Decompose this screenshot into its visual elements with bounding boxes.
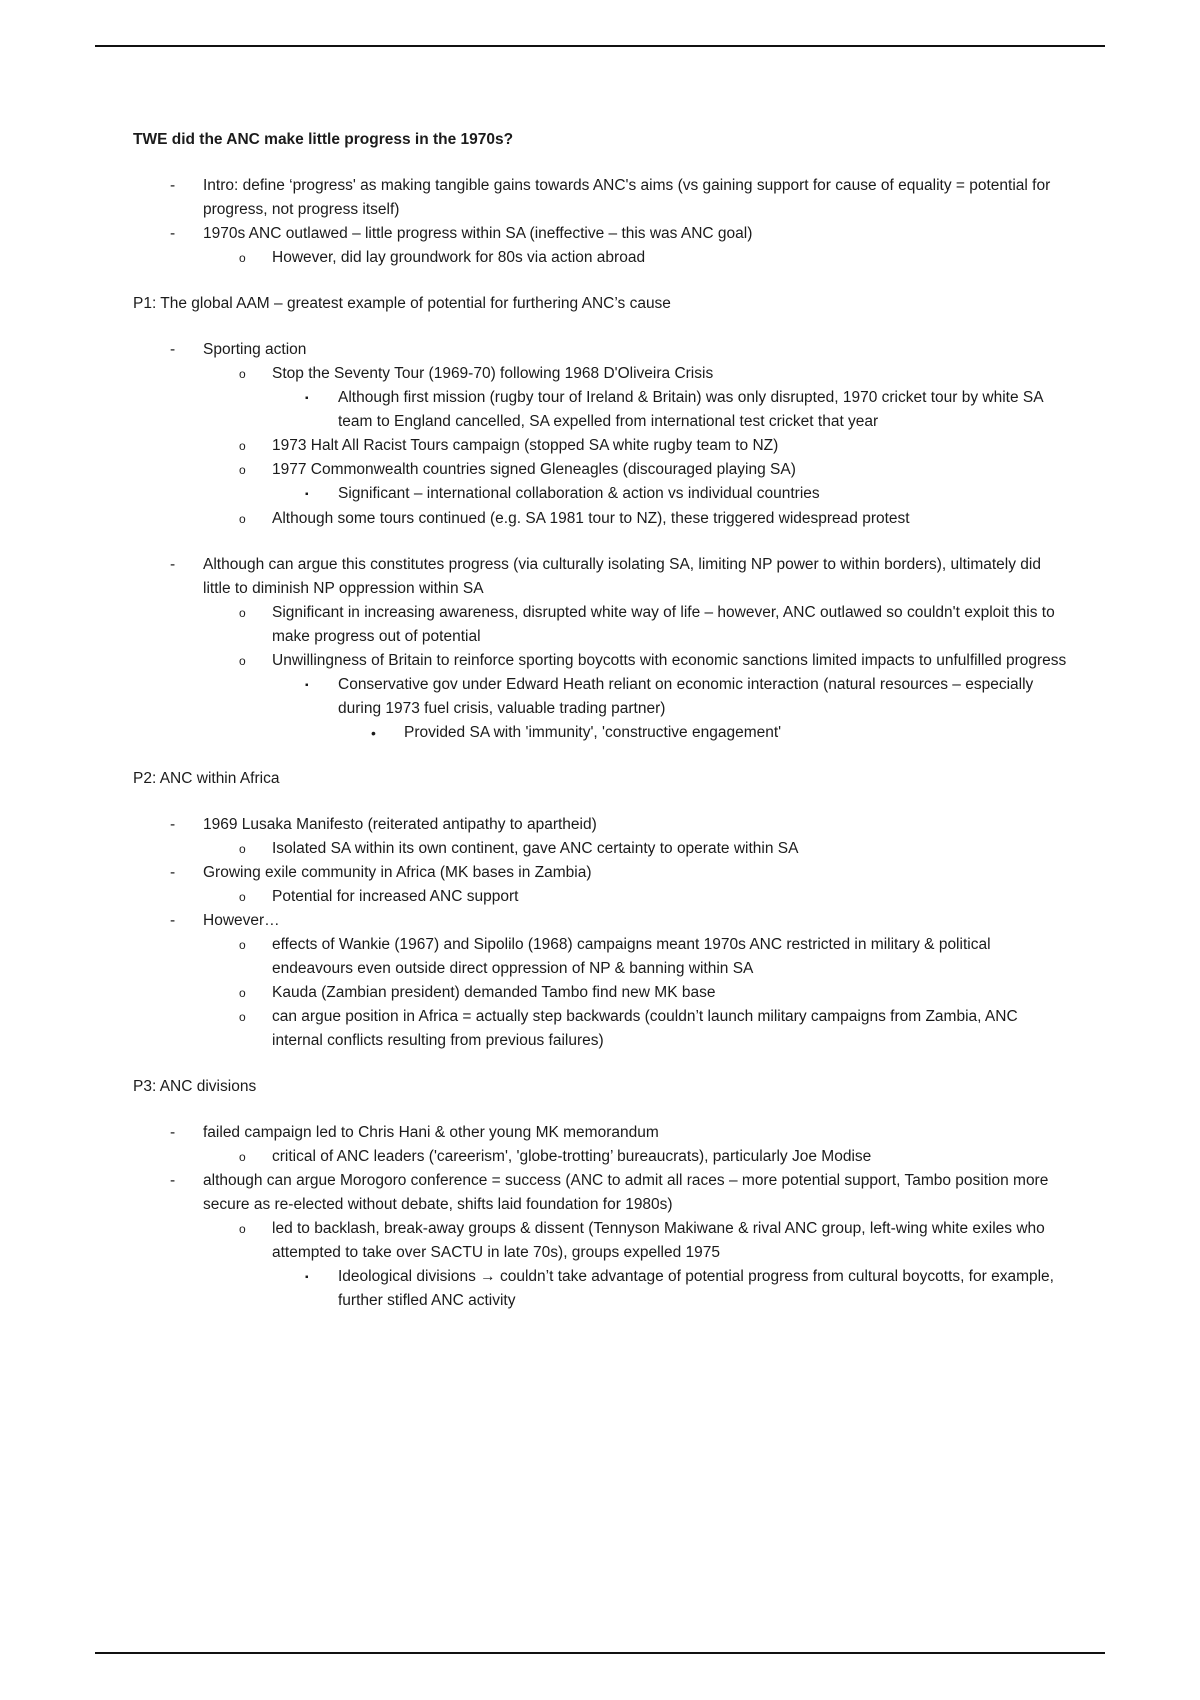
blank-line bbox=[133, 1099, 1069, 1121]
list-item-text: effects of Wankie (1967) and Sipolilo (1968) campaigns meant 1970s ANC restricted in military & political endeavours even outside direct oppression of NP & banning within SA bbox=[272, 936, 991, 977]
list-item bbox=[133, 909, 1069, 933]
footer-rule bbox=[95, 1652, 1105, 1654]
list-item bbox=[133, 434, 1069, 458]
blank-line bbox=[133, 531, 1069, 553]
dash-bullet: - bbox=[170, 177, 176, 194]
list-item bbox=[133, 1217, 1069, 1265]
list-item-text: Potential for increased ANC support bbox=[272, 888, 519, 905]
list-item-text: failed campaign led to Chris Hani & other young MK memorandum bbox=[203, 1124, 659, 1141]
circle-bullet: o bbox=[239, 251, 246, 265]
circle-bullet: o bbox=[239, 654, 246, 668]
square-bullet: ▪ bbox=[305, 680, 309, 691]
paragraph-heading: P2: ANC within Africa bbox=[133, 770, 280, 787]
dash-bullet: - bbox=[170, 225, 176, 242]
blank-line bbox=[133, 745, 1069, 767]
list-item-text: can argue position in Africa = actually step backwards (couldn’t launch military campaigns from Zambia, ANC internal conflicts resulting from previous failures) bbox=[272, 1008, 1018, 1049]
circle-bullet: o bbox=[239, 439, 246, 453]
square-bullet: ▪ bbox=[305, 489, 309, 500]
list-item-text: Isolated SA within its own continent, gave ANC certainty to operate within SA bbox=[272, 840, 799, 857]
list-item bbox=[133, 1121, 1069, 1145]
dash-bullet: - bbox=[170, 341, 176, 358]
list-item-text: Ideological divisions → couldn’t take advantage of potential progress from cultural boycotts, for example, further stifled ANC activity bbox=[338, 1268, 1054, 1309]
blank-line bbox=[133, 316, 1069, 338]
list-item bbox=[133, 601, 1069, 649]
document-title: TWE did the ANC make little progress in the 1970s? bbox=[133, 131, 514, 148]
list-item-text: 1977 Commonwealth countries signed Gleneagles (discouraged playing SA) bbox=[272, 461, 796, 478]
list-item bbox=[133, 482, 1069, 507]
list-item bbox=[133, 338, 1069, 362]
square-bullet: ▪ bbox=[305, 393, 309, 404]
paragraph-heading: P1: The global AAM – greatest example of potential for furthering ANC’s cause bbox=[133, 295, 671, 312]
list-item-text: Although first mission (rugby tour of Ireland & Britain) was only disrupted, 1970 cricket tour by white SA team to England cancelled, SA expelled from international test cricket that year bbox=[338, 389, 1043, 430]
list-item bbox=[133, 246, 1069, 270]
list-item bbox=[133, 458, 1069, 482]
list-item bbox=[133, 1169, 1069, 1217]
list-item bbox=[133, 813, 1069, 837]
document-content bbox=[133, 128, 1069, 1313]
list-item-text: However… bbox=[203, 912, 280, 929]
circle-bullet: o bbox=[239, 606, 246, 620]
dash-bullet: - bbox=[170, 1124, 176, 1141]
circle-bullet: o bbox=[239, 986, 246, 1000]
list-item bbox=[133, 981, 1069, 1005]
list-item-text: Kauda (Zambian president) demanded Tambo find new MK base bbox=[272, 984, 716, 1001]
circle-bullet: o bbox=[239, 938, 246, 952]
list-item-text: Intro: define ‘progress' as making tangible gains towards ANC's aims (vs gaining support for cause of equality = potential for progress, not progress itself) bbox=[203, 177, 1051, 218]
dash-bullet: - bbox=[170, 816, 176, 833]
paragraph-heading: P3: ANC divisions bbox=[133, 1078, 257, 1095]
blank-line bbox=[133, 1053, 1069, 1075]
list-item-text: led to backlash, break-away groups & dissent (Tennyson Makiwane & rival ANC group, left-wing white exiles who attempted to take over SACTU in late 70s), groups expelled 1975 bbox=[272, 1220, 1045, 1261]
list-item-text: critical of ANC leaders ('careerism', 'globe-trotting’ bureaucrats), particularly Joe Modise bbox=[272, 1148, 872, 1165]
list-item-text: 1973 Halt All Racist Tours campaign (stopped SA white rugby team to NZ) bbox=[272, 437, 779, 454]
list-item-text: Although can argue this constitutes progress (via culturally isolating SA, limiting NP power to within borders), ultimately did little to diminish NP oppression within SA bbox=[203, 556, 1041, 597]
circle-bullet: o bbox=[239, 890, 246, 904]
circle-bullet: o bbox=[239, 512, 246, 526]
dash-bullet: - bbox=[170, 556, 176, 573]
list-item-text: Sporting action bbox=[203, 341, 307, 358]
circle-bullet: o bbox=[239, 842, 246, 856]
list-item-text: Stop the Seventy Tour (1969-70) following 1968 D'Oliveira Crisis bbox=[272, 365, 714, 382]
list-item bbox=[133, 1145, 1069, 1169]
dash-bullet: - bbox=[170, 912, 176, 929]
list-item bbox=[133, 507, 1069, 531]
list-item-text: Growing exile community in Africa (MK bases in Zambia) bbox=[203, 864, 592, 881]
header-rule bbox=[95, 45, 1105, 47]
list-item bbox=[133, 673, 1069, 721]
list-item bbox=[133, 721, 1069, 745]
list-item-text: although can argue Morogoro conference = success (ANC to admit all races – more potential support, Tambo position more secure as re-elected without debate, shifts laid foundation for 1980s) bbox=[203, 1172, 1049, 1213]
list-item-text: 1970s ANC outlawed – little progress within SA (ineffective – this was ANC goal) bbox=[203, 225, 753, 242]
circle-bullet: o bbox=[239, 463, 246, 477]
list-item-text: 1969 Lusaka Manifesto (reiterated antipathy to apartheid) bbox=[203, 816, 597, 833]
list-item-text: Provided SA with 'immunity', 'constructive engagement' bbox=[404, 724, 782, 741]
blank-line bbox=[133, 791, 1069, 813]
list-item bbox=[133, 174, 1069, 222]
circle-bullet: o bbox=[239, 1150, 246, 1164]
blank-line bbox=[133, 270, 1069, 292]
list-item bbox=[133, 837, 1069, 861]
square-bullet: ▪ bbox=[305, 1272, 309, 1283]
list-item-text: Significant – international collaboration & action vs individual countries bbox=[338, 485, 820, 502]
list-item bbox=[133, 1005, 1069, 1053]
list-item-text: Conservative gov under Edward Heath reliant on economic interaction (natural resources – especially during 1973 fuel crisis, valuable trading partner) bbox=[338, 676, 1034, 717]
list-item bbox=[133, 386, 1069, 434]
list-item bbox=[133, 1265, 1069, 1313]
dash-bullet: - bbox=[170, 1172, 176, 1189]
dot-bullet: • bbox=[371, 725, 376, 741]
dash-bullet: - bbox=[170, 864, 176, 881]
list-item bbox=[133, 861, 1069, 885]
list-item bbox=[133, 885, 1069, 909]
list-item-text: Unwillingness of Britain to reinforce sporting boycotts with economic sanctions limited impacts to unfulfilled progress bbox=[272, 652, 1067, 669]
list-item bbox=[133, 362, 1069, 386]
circle-bullet: o bbox=[239, 367, 246, 381]
circle-bullet: o bbox=[239, 1222, 246, 1236]
list-item bbox=[133, 933, 1069, 981]
blank-line bbox=[133, 152, 1069, 174]
list-item-text: However, did lay groundwork for 80s via action abroad bbox=[272, 249, 646, 266]
list-item bbox=[133, 649, 1069, 673]
list-item bbox=[133, 553, 1069, 601]
circle-bullet: o bbox=[239, 1010, 246, 1024]
list-item bbox=[133, 222, 1069, 246]
list-item-text: Although some tours continued (e.g. SA 1981 tour to NZ), these triggered widespread protest bbox=[272, 510, 910, 527]
list-item-text: Significant in increasing awareness, disrupted white way of life – however, ANC outlawed so couldn't exploit this to make progress out of potential bbox=[272, 604, 1055, 645]
